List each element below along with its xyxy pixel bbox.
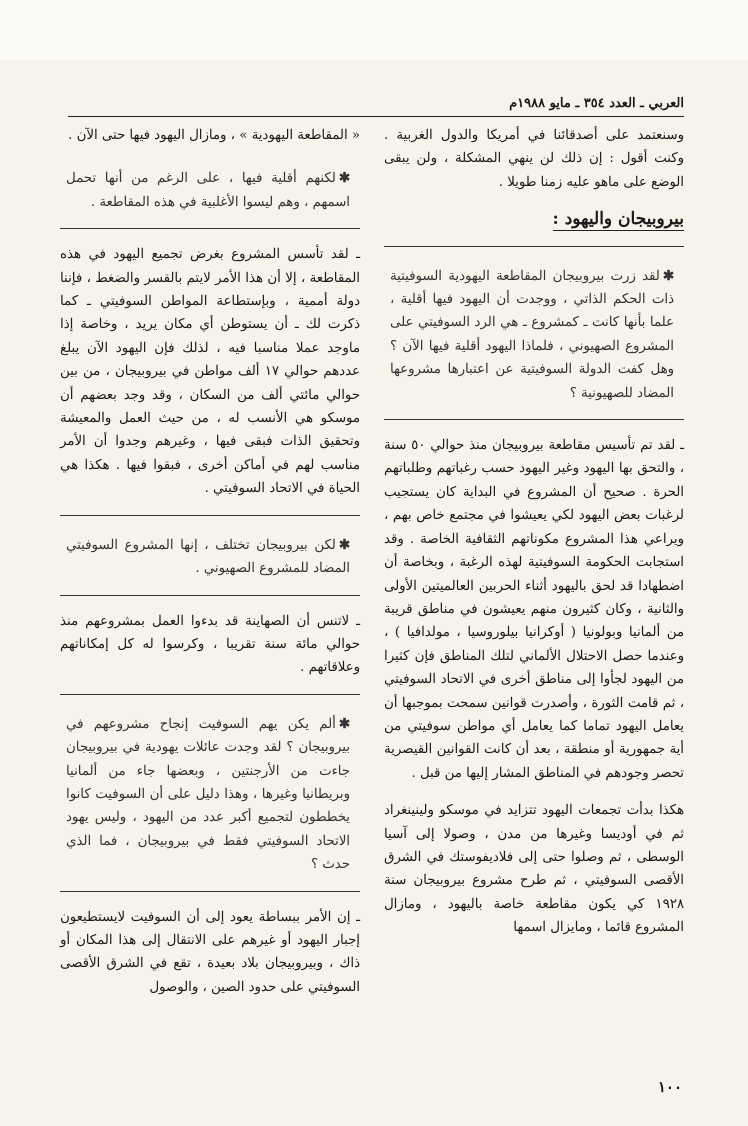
question-text: لقد زرت بيروبيجان المقاطعة اليهودية السوفيتية ذات الحكم الذاتي ، ووجدت أن اليهود فيها أقلية ، علما بأنها كانت ـ كمشروع ـ هي الرد السوفيتي على المشروع الصهيوني ، فلماذا اليهود أقلية فيها الآن ؟ وهل كفت الدولة السوفيتية عن اعتبارها مشروعها المضاد للصهيونية ؟ [390,268,674,401]
star-icon: ✱ [662,268,674,284]
answer-paragraph: ـ لاتنس أن الصهاينة قد بدءوا العمل بمشروعهم منذ حوالي مائة سنة تقريبا ، وكرسوا له كل إمكاناتهم وعلاقاتهم . [60,613,360,676]
page-number: ١٠٠ [657,1078,682,1096]
star-icon: ✱ [338,716,350,732]
question-block [60,709,360,877]
right-column [384,124,684,954]
question-text: لكن بيروبيجان تختلف ، إنها المشروع السوفيتي المضاد للمشروع الصهيوني . [66,537,350,577]
star-icon: ✱ [338,171,350,187]
section-title-text: بيروبيجان واليهود : [552,209,684,230]
question-block [60,163,360,214]
answer-paragraph: ـ إن الأمر ببساطة يعود إلى أن السوفيت لايستطيعون إجبار اليهود أو غيرهم على الانتقال إلى هذا المكان أو ذاك ، وبيروبيجان بلاد بعيدة ، تقع في الشرق الأقصى السوفيتي على حدود الصين ، والوصول [60,909,360,995]
continuation-paragraph: « المقاطعة اليهودية » ، ومازال اليهود فيها حتى الآن . [68,128,360,143]
question-block [384,261,684,405]
divider [60,891,360,892]
question-block [60,530,360,581]
answer-paragraph: هكذا بدأت تجمعات اليهود تتزايد في موسكو ولينينغراد ثم في أوديسا وغيرها من مدن ، وصولا إلى آسيا الوسطى ، ثم وصلوا حتى إلى فلاديفوستك في الشرق الأقصى السوفيتي ، ثم طرح مشروع بيروبيجان سنة ١٩٢٨ كي يكون مقاطعة خاصة باليهود ، ومازال المشروع قائما ، ومايزال اسمها [384,803,684,936]
section-title [384,208,684,231]
question-text: ألم يكن يهم السوفيت إنجاح مشروعهم في بيروبيجان ؟ لقد وجدت عائلات يهودية في بيروبيجان جاءت من الأرجنتين ، وبعضها جاء من ألمانيا وبريطانيا وغيرها ، وهذا دليل على أن السوفيت كانوا يخططون لتجميع أكبر عدد من اليهود ، وليس يهود الاتحاد السوفيتي فقط في بيروبيجان ، فما الذي حدث ؟ [66,716,350,873]
question-text: لكنهم أقلية فيها ، على الرغم من أنها تحمل اسمهم ، وهم ليسوا الأغلبية في هذه المقاطعة . [66,171,350,210]
answer-paragraph: ـ لقد تأسس المشروع بغرض تجميع اليهود في هذه المقاطعة ، إلا أن هذا الأمر لايتم بالقسر والضغط ، فإننا دولة أممية ، وبإستطاعة المواطن السوفيتي ـ كما ذكرت لك ـ أن يستوطن أي مكان يريد ، وخاصة إذا ماوجد عملا مناسبا فيه ، لذلك فإن اليهود الآن يبلغ عددهم حوالي ١٧ ألف مواطن في بيروبيجان ، من بين حوالي مائتي ألف من السكان ، وقد وجد بعضهم أن موسكو هي الأنسب له ، من حيث العمل والمعيشة وتحقيق الذات فبقى فيها ، وغيرهم وجدوا أن الأمر مناسب لهم في أماكن أخرى ، فبقوا فيها . هكذا هي الحياة في الاتحاد السوفيتي . [60,247,360,497]
opening-paragraph: وسنعتمد على أصدقائنا في أمريكا والدول الغربية . وكنت أقول : إن ذلك لن ينهي المشكلة ، ولن يبقى الوضع على ماهو عليه زمنا طويلا . [384,128,684,190]
divider [60,694,360,695]
page-top-band [0,0,748,60]
running-header: العربي ـ العدد ٣٥٤ ـ مايو ١٩٨٨م [509,96,684,111]
star-icon: ✱ [338,537,350,553]
header-rule [68,116,684,117]
divider [60,515,360,516]
answer-paragraph: ـ لقد تم تأسيس مقاطعة بيروبيجان منذ حوالي ٥٠ سنة ، والتحق بها اليهود وغير اليهود حسب رغباتهم وطلباتهم الحرة . صحيح أن المشروع في البداية كان يستجيب لرغبات بعض اليهود لكي يعيشوا في مجتمع خاص بهم ، ويراعي هذا المشروع مكوناتهم الثقافية الخاصة . وقد استجابت الحكومة السوفيتية لهذه الرغبة ، وبخاصة أن اضطهادا قد لحق باليهود أثناء الحربين العالميتين الأولى والثانية ، وكان كثيرون منهم يعيشون في مناطق قريبة من ألمانيا وبولونيا ( أوكرانيا بيلوروسيا ، مولدافيا ) ، وعندما حصل الاحتلال الألماني لتلك المناطق فإن كثيرا من اليهود لجأوا إلى مناطق أخرى في الاتحاد السوفيتي ، ثم قامت الثورة ، وأصدرت قوانين سمحت بموجبها أن يعامل اليهود تماما كما يعامل أي مواطن سوفيتي من أية جمهورية أو منطقة ، بعد أن كانت القوانين القيصرية تحصر وجودهم في المناطق المشار إليها من قبل . [384,438,684,781]
divider [384,419,684,420]
divider [60,595,360,596]
left-column [60,124,360,1013]
divider [60,228,360,229]
divider [384,246,684,247]
